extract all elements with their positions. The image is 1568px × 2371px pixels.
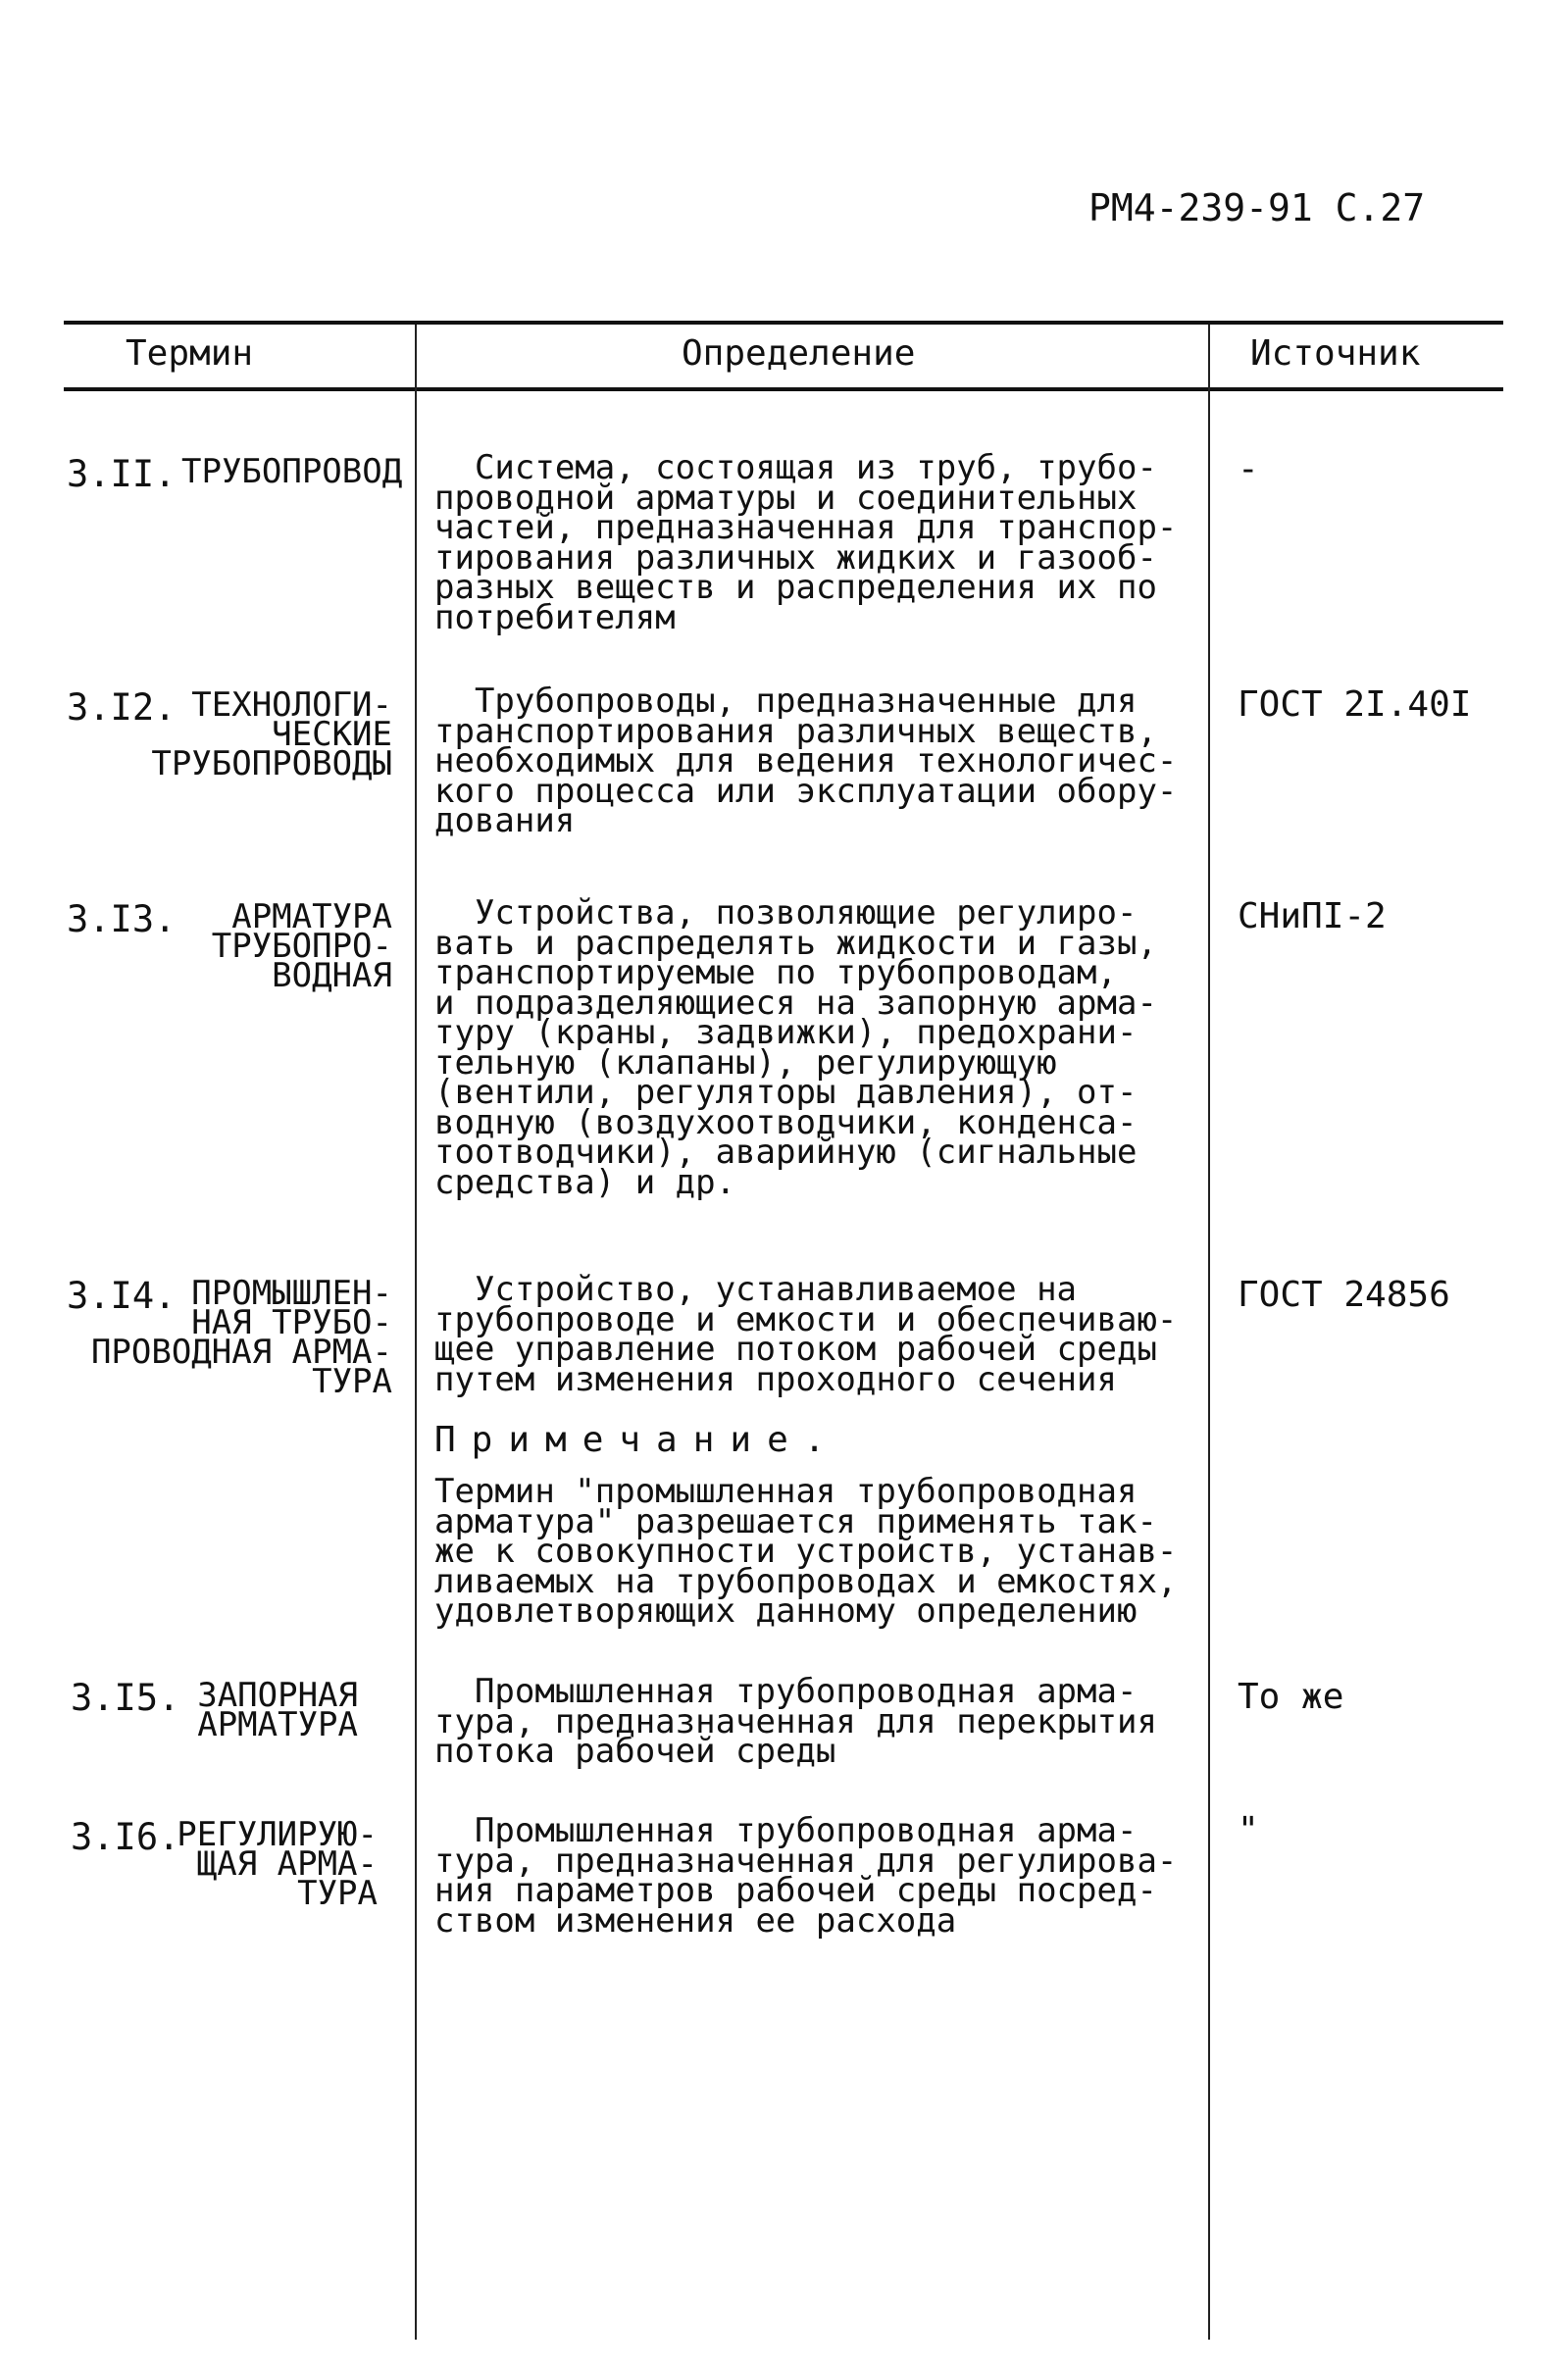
term-number: 3.II. xyxy=(67,453,177,495)
note-title: Примечание. xyxy=(434,1420,841,1460)
term-name: АРМАТУРА ТРУБОПРО- ВОДНАЯ xyxy=(211,897,392,995)
term-name: ТРУБОПРОВОД xyxy=(181,452,403,491)
column-divider-left xyxy=(415,325,417,2340)
term-definition: Устройства, позволяющие регулиро- вать и распределять жидкости и газы, транспортируемые по трубопроводам, и подразделяющиеся на запорную арма- туру (краны, задвижки), предохрани- тельную (клапаны), регулирующую (вентили, регуляторы давления), от- водную (воздухоотводчики, конденса- тоотводчики), аварийную (сигнальные средства) и др. xyxy=(434,893,1157,1202)
term-number: 3.I4. xyxy=(67,1275,177,1317)
column-header-term: Термин xyxy=(126,333,254,374)
table-top-rule xyxy=(64,321,1503,325)
term-definition: Устройство, устанавливаемое на трубопроводе и емкости и обеспечиваю- щее управление потоком рабочей среды путем изменения проходного сечения xyxy=(434,1270,1178,1399)
term-source: ГОСТ 2I.40I xyxy=(1238,684,1472,725)
column-header-source: Источник xyxy=(1250,333,1421,374)
term-definition: Промышленная трубопроводная арма- тура, предназначенная для регулирова- ния параметров рабочей среды посред- ством изменения ее расхода xyxy=(434,1811,1178,1941)
term-name: ЗАПОРНАЯ АРМАТУРА xyxy=(197,1676,358,1744)
term-name: РЕГУЛИРУЮ- ЩАЯ АРМА- ТУРА xyxy=(177,1815,378,1913)
term-definition: Система, состоящая из труб, трубо- проводной арматуры и соединительных частей, предназначенная для транспор- тирования различных жидких и газооб- разных веществ и распределения их по потребителям xyxy=(434,448,1178,637)
term-source: " xyxy=(1238,1810,1259,1850)
page-code: РМ4-239-91 С.27 xyxy=(1088,186,1426,229)
column-divider-right xyxy=(1208,325,1210,2340)
term-name: ПРОМЫШЛЕН- НАЯ ТРУБО- ПРОВОДНАЯ АРМА- ТУРА xyxy=(90,1274,392,1401)
term-number: 3.I3. xyxy=(67,898,177,940)
column-header-definition: Определение xyxy=(682,333,916,374)
note-text: Термин "промышленная трубопроводная арматура" разрешается применять так- же к совокупности устройств, устанав- ливаемых на трубопроводах и емкостях, удовлетворяющих данному определению xyxy=(434,1472,1178,1631)
term-definition: Промышленная трубопроводная арма- тура, предназначенная для перекрытия потока рабочей среды xyxy=(434,1672,1157,1771)
term-source: ГОСТ 24856 xyxy=(1238,1275,1450,1315)
term-name: ТЕХНОЛОГИ- ЧЕСКИЕ ТРУБОПРОВОДЫ xyxy=(151,685,392,783)
term-source: То же xyxy=(1238,1677,1344,1717)
term-source: - xyxy=(1238,449,1259,489)
term-definition: Трубопроводы, предназначенные для транспортирования различных веществ, необходимых для ведения технологичес- кого процесса или эксплуатации обору- дования xyxy=(434,681,1178,840)
header-bottom-rule xyxy=(64,387,1503,391)
term-number: 3.I6. xyxy=(71,1816,180,1858)
term-number: 3.I5. xyxy=(71,1677,180,1719)
term-number: 3.I2. xyxy=(67,686,177,729)
term-source: СНиПI-2 xyxy=(1238,896,1387,936)
